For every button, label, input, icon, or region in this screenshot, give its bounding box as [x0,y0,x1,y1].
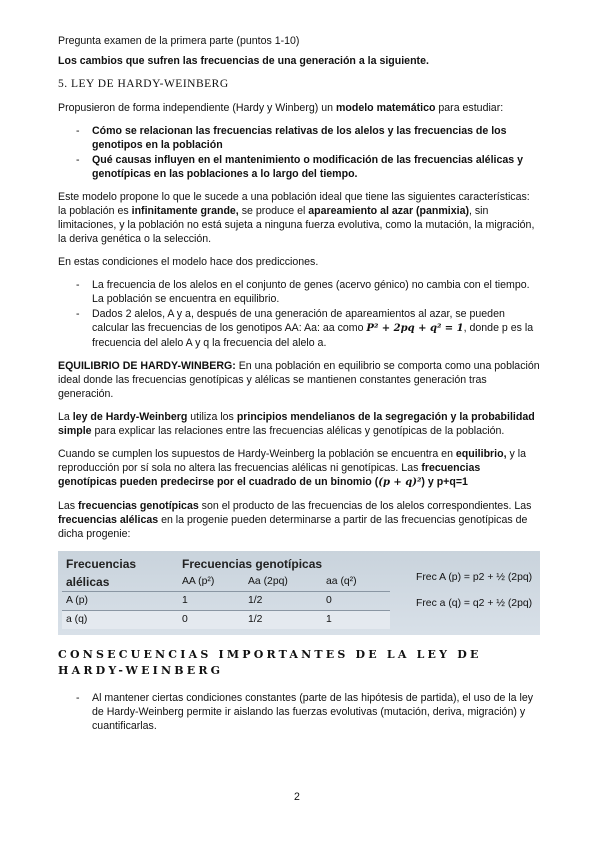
conditions-paragraph: Cuando se cumplen los supuestos de Hardy-Weinberg la población se encuentra en equilibrio, y la reproducción por sí sola no altera las frecuencias alélicas ni genotípicas. Las frecuencias genotípicas pueden predecirse por el cuadrado de un binomio ((p + q)²) y p+q=1 [58,448,526,488]
page-number: 2 [294,791,300,803]
table-row: a (q) 0 1/2 1 [62,611,390,630]
prediction-item: - Dados 2 alelos, A y a, después de una generación de apareamientos al azar, se pueden calcular las frecuencias de los genotipos AA: Aa: aa como P² + 2pq + q² = 1, donde p es la frecuencia del alelo A y q la frecuencia del alelo a. [58,307,540,350]
predictions-intro: En estas condiciones el modelo hace dos predicciones. [58,256,319,268]
document-page [58,34,540,742]
consequences-title: CONSECUENCIAS IMPORTANTES DE LA LEY DE HARDY-WEINBERG [58,648,482,677]
col-header-aa: AA (p²) [182,576,215,587]
col-header-rec: aa (q²) [326,576,357,587]
study-list [58,124,540,181]
frequency-table-figure [58,551,540,635]
prediction-item: - La frecuencia de los alelos en el conjunto de genes (acervo génico) no cambia con el tiempo. La población se encuentra en equilibrio. [58,278,540,306]
freq-a-formula: Frec a (q) = q2 + ½ (2pq) [416,598,533,609]
header-genotipicas: Frecuencias genotípicas [182,557,323,571]
predictions-list [58,278,540,350]
study-item: - Qué causas influyen en el mantenimiento o modificación de las frecuencias alélicas y genotípicas en las poblaciones a lo largo del tiempo. [58,153,540,181]
section-title: 5. LEY DE HARDY-WEINBERG [58,78,229,90]
header-alelicas-2: alélicas [66,575,110,589]
col-header-het: Aa (2pq) [248,576,288,587]
intro-paragraph: Propusieron de forma independiente (Hardy y Winberg) un modelo matemático para estudiar: [58,102,504,114]
product-paragraph: Las frecuencias genotípicas son el producto de las frecuencias de los alelos correspondientes. Las frecuencias alélicas en la progenie pueden determinarse a partir de las frecuencias genotípicas de dicha progenie: [58,500,532,540]
ideal-population-paragraph: Este modelo propone lo que le sucede a una población ideal que tiene las siguientes características: la población es infinitamente grande, se produce el apareamiento al azar (panmixia), sin limitaciones, y la población no está sujeta a ninguna fuerza evolutiva, como la mutación, la migración, la deriva genética o la selección. [58,191,535,245]
law-paragraph: La ley de Hardy-Weinberg utiliza los principios mendelianos de la segregación y la probabilidad simple para explicar las relaciones entre las frecuencias alélicas y genotípicas de la población. [58,411,535,437]
header-line-1: Pregunta examen de la primera parte (puntos 1-10) [58,35,300,47]
freq-A-formula: Frec A (p) = p2 + ½ (2pq) [416,572,533,583]
equilibrium-paragraph: EQUILIBRIO DE HARDY-WINBERG: En una población en equilibrio se comporta como una población ideal donde las frecuencias genotípicas y alélicas se mantienen constantes generación tras generación. [58,360,540,400]
header-alelicas: Frecuencias [66,557,137,571]
hw-equation: P² + 2pq + q² = 1 [366,323,464,334]
consequence-item: - Al mantener ciertas condiciones constantes (parte de las hipótesis de partida), el uso de la ley de Hardy-Weinberg permite ir aislando las fuerzas evolutivas (mutación, deriva, migración) y cuantificarlas. [58,691,540,733]
header-line-2: Los cambios que sufren las frecuencias de una generación a la siguiente. [58,55,429,67]
frequency-table [62,555,390,629]
study-item: - Cómo se relacionan las frecuencias relativas de los alelos y las frecuencias de los genotipos en la población [58,124,540,152]
consequences-list [58,691,540,733]
table-row: A (p) 1 1/2 0 [62,592,390,611]
